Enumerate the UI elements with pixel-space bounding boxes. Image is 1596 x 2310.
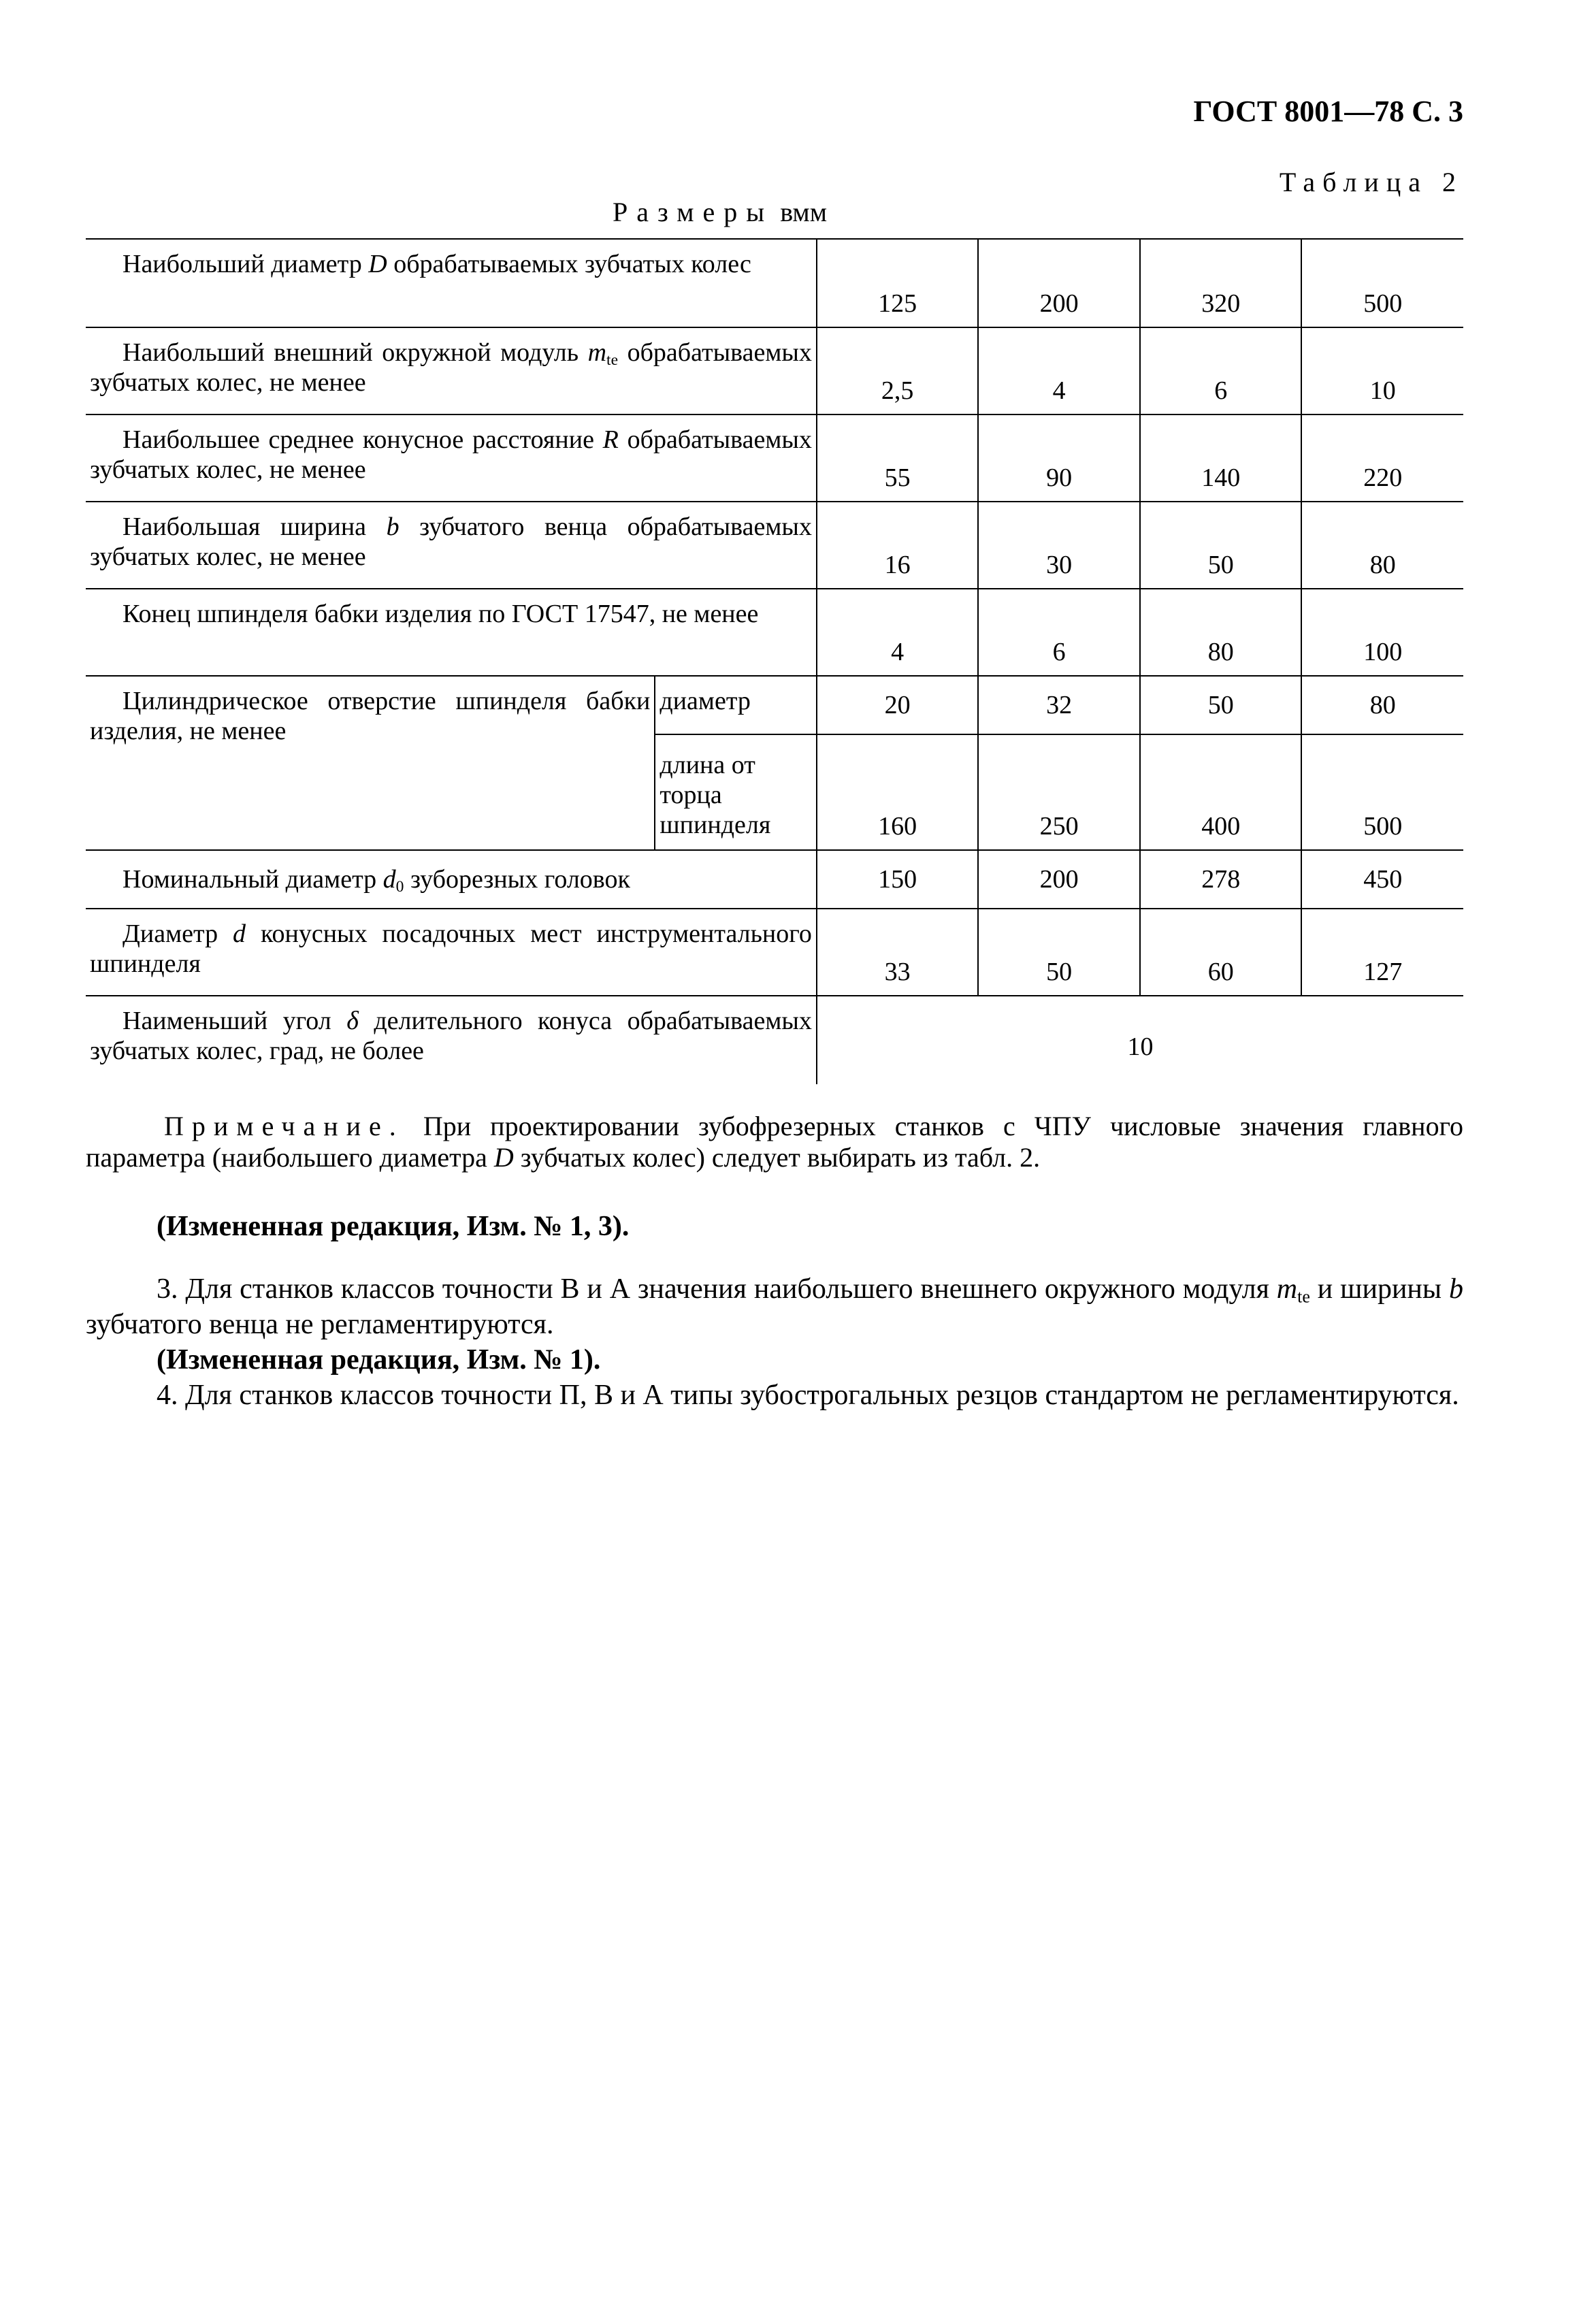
dimensions-label [613, 195, 1021, 230]
value-cell: 500 [1301, 734, 1463, 850]
value-cell: 16 [817, 502, 979, 589]
table-row [86, 414, 1463, 502]
edit-note-2: (Измененная редакция, Изм. № 1). [157, 1344, 601, 1376]
value-cell: 80 [1140, 589, 1302, 676]
parameters-table [86, 238, 1463, 1084]
sub-param-cell: диаметр [655, 676, 817, 734]
note-text: При проектировании зубофрезерных станков с ЧПУ числовые значения главного параметра (наибольшего диаметра D зубчатых колес) следует выбирать из табл. 2. [86, 1111, 1464, 1173]
value-cell: 50 [1140, 676, 1302, 734]
value-cell: 125 [817, 239, 979, 327]
param-cell: Конец шпинделя бабки изделия по ГОСТ 17547, не менее [86, 589, 817, 676]
value-cell: 90 [978, 414, 1140, 502]
value-cell: 320 [1140, 239, 1302, 327]
value-cell: 278 [1140, 850, 1302, 909]
value-cell: 250 [978, 734, 1140, 850]
value-cell: 80 [1301, 676, 1463, 734]
value-cell: 50 [1140, 502, 1302, 589]
value-cell: 33 [817, 909, 979, 996]
value-cell: 127 [1301, 909, 1463, 996]
table-row [86, 239, 1463, 327]
table-number: Таблица 2 [1279, 167, 1463, 197]
param-cell: Наибольший внешний окружной модуль $m_{te}$ обрабатываемых зубчатых колес, не менее [86, 327, 817, 414]
table-row [86, 502, 1463, 589]
table-row [86, 909, 1463, 996]
paragraph-4-text: 4. Для станков классов точности П, В и А типы зубострогальных резцов стандартом не регламентируются. [157, 1380, 1459, 1411]
table-row [86, 996, 1463, 1084]
dims-word: Размеры [613, 197, 774, 227]
value-cell: 32 [978, 676, 1140, 734]
value-cell: 6 [978, 589, 1140, 676]
paragraph-4 [86, 1378, 1463, 1413]
note-label: Примечание. [164, 1111, 404, 1141]
value-cell: 4 [978, 327, 1140, 414]
table-row [86, 676, 1463, 734]
value-cell: 80 [1301, 502, 1463, 589]
param-cell: Наибольшее среднее конусное расстояние R обрабатываемых зубчатых колес, не менее [86, 414, 817, 502]
value-cell: 50 [978, 909, 1140, 996]
value-cell: 60 [1140, 909, 1302, 996]
value-cell: 30 [978, 502, 1140, 589]
value-cell: 6 [1140, 327, 1302, 414]
page-header: ГОСТ 8001—78 С. 3 [1193, 95, 1463, 128]
value-cell: 100 [1301, 589, 1463, 676]
paragraph-3-text: 3. Для станков классов точности В и А значения наибольшего внешнего окружного модуля $m_{te}$ и ширины b зубчатого венца не регламентируются. [86, 1273, 1463, 1340]
value-cell: 160 [817, 734, 979, 850]
sub-param-cell: длина от торца шпинделя [655, 734, 817, 850]
param-cell: Наименьший угол δ делительного конуса обрабатываемых зубчатых колес, град, не более [86, 996, 817, 1084]
value-cell: 200 [978, 850, 1140, 909]
value-cell: 2,5 [817, 327, 979, 414]
value-cell-merged: 10 [817, 996, 1463, 1084]
value-cell: 150 [817, 850, 979, 909]
table-row [86, 850, 1463, 909]
value-cell: 20 [817, 676, 979, 734]
param-cell: Номинальный диаметр $d_0$ зуборезных головок [86, 850, 817, 909]
table-row [86, 327, 1463, 414]
edit-note-1: (Измененная редакция, Изм. № 1, 3). [157, 1211, 630, 1242]
param-cell: Наибольшая ширина b зубчатого венца обрабатываемых зубчатых колес, не менее [86, 502, 817, 589]
value-cell: 55 [817, 414, 979, 502]
value-cell: 220 [1301, 414, 1463, 502]
param-cell: Цилиндрическое отверстие шпинделя бабки изделия, не менее [86, 676, 655, 850]
value-cell: 140 [1140, 414, 1302, 502]
value-cell: 200 [978, 239, 1140, 327]
value-cell: 4 [817, 589, 979, 676]
value-cell: 450 [1301, 850, 1463, 909]
paragraph-3 [86, 1271, 1463, 1342]
dims-unit: вмм [773, 197, 828, 227]
value-cell: 400 [1140, 734, 1302, 850]
table-note [86, 1111, 1463, 1173]
table-row [86, 589, 1463, 676]
value-cell: 500 [1301, 239, 1463, 327]
param-cell: Наибольший диаметр D обрабатываемых зубчатых колес [86, 239, 817, 327]
value-cell: 10 [1301, 327, 1463, 414]
param-cell: Диаметр d конусных посадочных мест инструментального шпинделя [86, 909, 817, 996]
